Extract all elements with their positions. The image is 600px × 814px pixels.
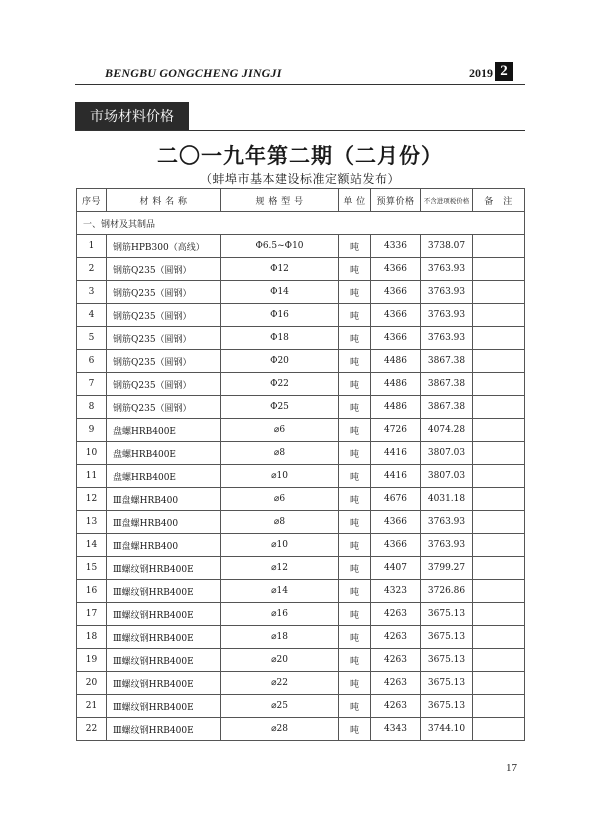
unit-cell: 吨: [339, 580, 371, 603]
spec-model-cell: Φ6.5~Φ10: [221, 235, 339, 258]
net-price-cell: 3675.13: [421, 695, 473, 718]
remark-cell: [473, 235, 525, 258]
unit-cell: 吨: [339, 511, 371, 534]
material-name-cell: Ⅲ螺纹钢HRB400E: [107, 672, 221, 695]
net-price-cell: 3675.13: [421, 649, 473, 672]
spec-model-cell: ⌀22: [221, 672, 339, 695]
remark-cell: [473, 580, 525, 603]
spec-model-cell: ⌀25: [221, 695, 339, 718]
unit-cell: 吨: [339, 603, 371, 626]
unit-cell: 吨: [339, 258, 371, 281]
budget-price-cell: 4343: [371, 718, 421, 741]
table-row: [77, 718, 525, 741]
issue-title: 二〇一九年第二期（二月份）: [157, 143, 443, 168]
issue-subtitle: （蚌埠市基本建设标准定额站发布）: [199, 172, 400, 186]
budget-price-cell: 4366: [371, 258, 421, 281]
spec-model-cell: Φ12: [221, 258, 339, 281]
net-price-cell: 3675.13: [421, 626, 473, 649]
unit-cell: 吨: [339, 419, 371, 442]
row-number-cell: 11: [77, 465, 107, 488]
unit-cell: 吨: [339, 626, 371, 649]
spec-model-cell: ⌀28: [221, 718, 339, 741]
row-number-cell: 18: [77, 626, 107, 649]
remark-cell: [473, 718, 525, 741]
row-number-cell: 19: [77, 649, 107, 672]
budget-price-cell: 4366: [371, 327, 421, 350]
net-price-cell: 3867.38: [421, 350, 473, 373]
spec-model-cell: ⌀10: [221, 534, 339, 557]
net-price-cell: 3763.93: [421, 511, 473, 534]
budget-price-cell: 4263: [371, 649, 421, 672]
material-name-cell: Ⅲ螺纹钢HRB400E: [107, 695, 221, 718]
table-body: [77, 212, 525, 741]
row-number-cell: 22: [77, 718, 107, 741]
row-number-cell: 3: [77, 281, 107, 304]
col-header-unit: 单 位: [339, 189, 371, 212]
budget-price-cell: 4486: [371, 396, 421, 419]
unit-cell: 吨: [339, 649, 371, 672]
material-name-cell: 钢筋HPB300（高线）: [107, 235, 221, 258]
table-row: [77, 626, 525, 649]
unit-cell: 吨: [339, 350, 371, 373]
journal-title: BENGBU GONGCHENG JINGJI: [105, 66, 282, 80]
material-name-cell: 盘螺HRB400E: [107, 419, 221, 442]
budget-price-cell: 4263: [371, 603, 421, 626]
table-row: [77, 534, 525, 557]
table-row: [77, 603, 525, 626]
remark-cell: [473, 626, 525, 649]
spec-model-cell: Φ25: [221, 396, 339, 419]
row-number-cell: 9: [77, 419, 107, 442]
budget-price-cell: 4366: [371, 281, 421, 304]
table-row: [77, 695, 525, 718]
net-price-cell: 4031.18: [421, 488, 473, 511]
unit-cell: 吨: [339, 672, 371, 695]
budget-price-cell: 4407: [371, 557, 421, 580]
table-row: [77, 511, 525, 534]
budget-price-cell: 4263: [371, 672, 421, 695]
table-row: [77, 649, 525, 672]
remark-cell: [473, 396, 525, 419]
col-header-price: 预算价格: [371, 189, 421, 212]
row-number-cell: 16: [77, 580, 107, 603]
spec-model-cell: ⌀20: [221, 649, 339, 672]
row-number-cell: 2: [77, 258, 107, 281]
row-number-cell: 8: [77, 396, 107, 419]
table-row: [77, 442, 525, 465]
material-name-cell: Ⅲ盘螺HRB400: [107, 488, 221, 511]
table-row: [77, 327, 525, 350]
table-row: [77, 258, 525, 281]
spec-model-cell: ⌀16: [221, 603, 339, 626]
issue-year: 2019: [469, 66, 493, 80]
remark-cell: [473, 442, 525, 465]
budget-price-cell: 4366: [371, 304, 421, 327]
section-tab: 市场材料价格: [75, 102, 189, 130]
net-price-cell: 3763.93: [421, 281, 473, 304]
net-price-cell: 3763.93: [421, 304, 473, 327]
unit-cell: 吨: [339, 718, 371, 741]
budget-price-cell: 4486: [371, 350, 421, 373]
spec-model-cell: Φ14: [221, 281, 339, 304]
remark-cell: [473, 557, 525, 580]
budget-price-cell: 4263: [371, 626, 421, 649]
remark-cell: [473, 465, 525, 488]
col-header-remark: 备 注: [473, 189, 525, 212]
spec-model-cell: Φ16: [221, 304, 339, 327]
budget-price-cell: 4323: [371, 580, 421, 603]
material-name-cell: 钢筋Q235（圆钢）: [107, 373, 221, 396]
spec-model-cell: Φ20: [221, 350, 339, 373]
remark-cell: [473, 419, 525, 442]
remark-cell: [473, 373, 525, 396]
price-table: [76, 188, 525, 741]
unit-cell: 吨: [339, 557, 371, 580]
row-number-cell: 17: [77, 603, 107, 626]
table-row: [77, 281, 525, 304]
net-price-cell: 3726.86: [421, 580, 473, 603]
budget-price-cell: 4676: [371, 488, 421, 511]
net-price-cell: 3675.13: [421, 672, 473, 695]
material-name-cell: Ⅲ螺纹钢HRB400E: [107, 557, 221, 580]
net-price-cell: 3675.13: [421, 603, 473, 626]
unit-cell: 吨: [339, 235, 371, 258]
remark-cell: [473, 511, 525, 534]
col-header-spec: 规 格 型 号: [221, 189, 339, 212]
row-number-cell: 10: [77, 442, 107, 465]
row-number-cell: 12: [77, 488, 107, 511]
issue-number-badge: 2: [495, 62, 513, 81]
table-row: [77, 419, 525, 442]
table-row: [77, 350, 525, 373]
net-price-cell: 3763.93: [421, 327, 473, 350]
material-name-cell: Ⅲ螺纹钢HRB400E: [107, 580, 221, 603]
row-number-cell: 21: [77, 695, 107, 718]
page-number: 17: [506, 762, 517, 774]
net-price-cell: 3744.10: [421, 718, 473, 741]
table-row: [77, 235, 525, 258]
material-name-cell: Ⅲ螺纹钢HRB400E: [107, 626, 221, 649]
col-header-net-price: 不含进项税价格: [421, 189, 473, 212]
spec-model-cell: Φ18: [221, 327, 339, 350]
remark-cell: [473, 258, 525, 281]
spec-model-cell: ⌀8: [221, 511, 339, 534]
budget-price-cell: 4486: [371, 373, 421, 396]
spec-model-cell: ⌀6: [221, 419, 339, 442]
material-name-cell: Ⅲ盘螺HRB400: [107, 534, 221, 557]
unit-cell: 吨: [339, 304, 371, 327]
running-header: [75, 64, 525, 84]
row-number-cell: 13: [77, 511, 107, 534]
unit-cell: 吨: [339, 534, 371, 557]
net-price-cell: 3799.27: [421, 557, 473, 580]
spec-model-cell: Φ22: [221, 373, 339, 396]
budget-price-cell: 4416: [371, 442, 421, 465]
table-row: [77, 580, 525, 603]
material-name-cell: 盘螺HRB400E: [107, 465, 221, 488]
unit-cell: 吨: [339, 373, 371, 396]
header-divider: [75, 84, 525, 85]
row-number-cell: 6: [77, 350, 107, 373]
net-price-cell: 3763.93: [421, 258, 473, 281]
remark-cell: [473, 649, 525, 672]
col-header-name: 材 料 名 称: [107, 189, 221, 212]
row-number-cell: 7: [77, 373, 107, 396]
spec-model-cell: ⌀12: [221, 557, 339, 580]
unit-cell: 吨: [339, 488, 371, 511]
spec-model-cell: ⌀8: [221, 442, 339, 465]
material-name-cell: 钢筋Q235（圆钢）: [107, 258, 221, 281]
net-price-cell: 3807.03: [421, 465, 473, 488]
row-number-cell: 1: [77, 235, 107, 258]
net-price-cell: 3763.93: [421, 534, 473, 557]
budget-price-cell: 4336: [371, 235, 421, 258]
remark-cell: [473, 488, 525, 511]
budget-price-cell: 4416: [371, 465, 421, 488]
material-name-cell: Ⅲ盘螺HRB400: [107, 511, 221, 534]
budget-price-cell: 4726: [371, 419, 421, 442]
remark-cell: [473, 350, 525, 373]
material-name-cell: Ⅲ螺纹钢HRB400E: [107, 649, 221, 672]
net-price-cell: 4074.28: [421, 419, 473, 442]
spec-model-cell: ⌀6: [221, 488, 339, 511]
remark-cell: [473, 534, 525, 557]
spec-model-cell: ⌀18: [221, 626, 339, 649]
net-price-cell: 3867.38: [421, 396, 473, 419]
table-row: [77, 672, 525, 695]
remark-cell: [473, 327, 525, 350]
material-name-cell: 钢筋Q235（圆钢）: [107, 350, 221, 373]
material-name-cell: 盘螺HRB400E: [107, 442, 221, 465]
material-name-cell: Ⅲ螺纹钢HRB400E: [107, 603, 221, 626]
table-row: [77, 373, 525, 396]
spec-model-cell: ⌀14: [221, 580, 339, 603]
remark-cell: [473, 281, 525, 304]
row-number-cell: 20: [77, 672, 107, 695]
budget-price-cell: 4263: [371, 695, 421, 718]
table-row: [77, 304, 525, 327]
row-number-cell: 14: [77, 534, 107, 557]
table-row: [77, 396, 525, 419]
net-price-cell: 3738.07: [421, 235, 473, 258]
material-name-cell: Ⅲ螺纹钢HRB400E: [107, 718, 221, 741]
budget-price-cell: 4366: [371, 511, 421, 534]
net-price-cell: 3807.03: [421, 442, 473, 465]
budget-price-cell: 4366: [371, 534, 421, 557]
unit-cell: 吨: [339, 396, 371, 419]
remark-cell: [473, 695, 525, 718]
material-name-cell: 钢筋Q235（圆钢）: [107, 281, 221, 304]
table-row: [77, 557, 525, 580]
category-row: [77, 212, 525, 235]
col-header-no: 序号: [77, 189, 107, 212]
unit-cell: 吨: [339, 465, 371, 488]
table-header-row: [77, 189, 525, 212]
unit-cell: 吨: [339, 695, 371, 718]
spec-model-cell: ⌀10: [221, 465, 339, 488]
table-row: [77, 488, 525, 511]
row-number-cell: 5: [77, 327, 107, 350]
section-divider: [75, 130, 525, 131]
net-price-cell: 3867.38: [421, 373, 473, 396]
remark-cell: [473, 304, 525, 327]
table-row: [77, 465, 525, 488]
unit-cell: 吨: [339, 281, 371, 304]
unit-cell: 吨: [339, 442, 371, 465]
remark-cell: [473, 603, 525, 626]
row-number-cell: 4: [77, 304, 107, 327]
material-name-cell: 钢筋Q235（圆钢）: [107, 304, 221, 327]
category-label: 一、钢材及其制品: [77, 212, 525, 235]
unit-cell: 吨: [339, 327, 371, 350]
material-name-cell: 钢筋Q235（圆钢）: [107, 327, 221, 350]
remark-cell: [473, 672, 525, 695]
row-number-cell: 15: [77, 557, 107, 580]
material-name-cell: 钢筋Q235（圆钢）: [107, 396, 221, 419]
